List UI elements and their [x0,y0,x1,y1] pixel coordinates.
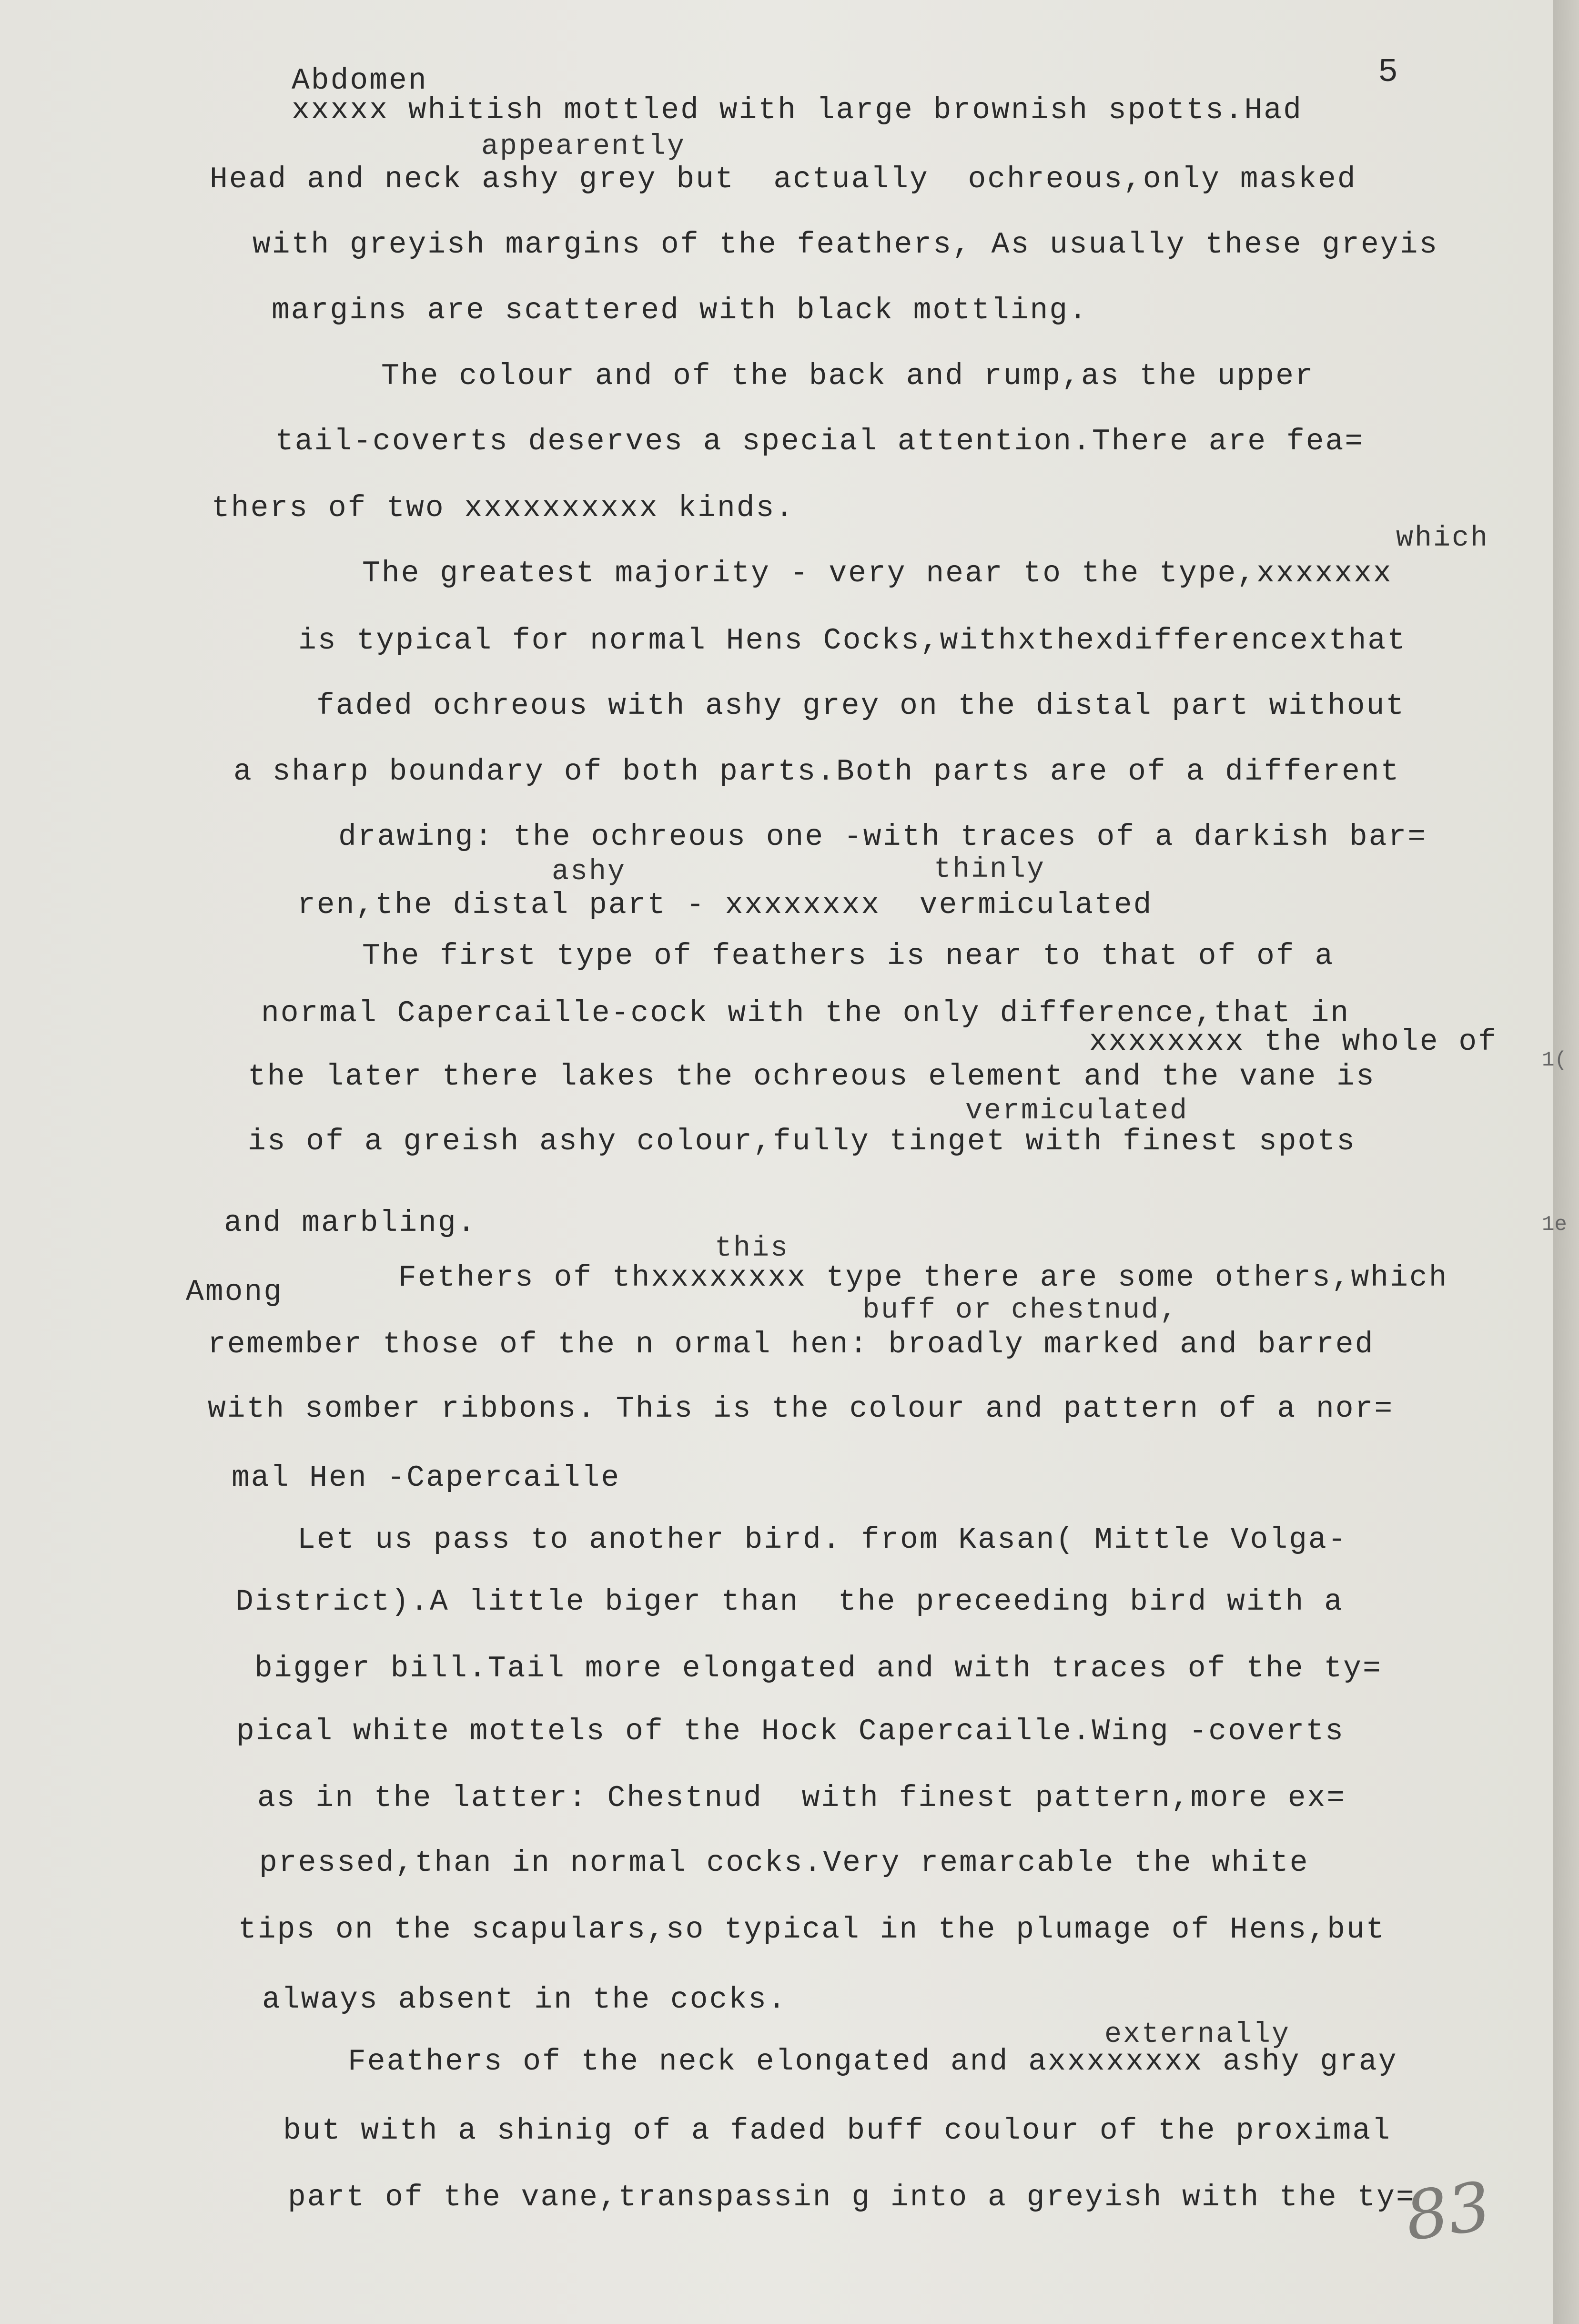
text-line: Head and neck ashy grey but actually ochreous,only masked [210,162,1357,196]
text-line: Feathers of the neck elongated and axxxxxxxx ashy gray [348,2045,1398,2079]
text-line: tips on the scapulars,so typical in the plumage of Hens,but [238,1913,1386,1947]
text-line: as in the latter: Chestnud with finest pattern,more ex= [257,1781,1346,1815]
text-line: is typical for normal Hens Cocks,withxthexdifferencexthat [298,624,1407,658]
text-line: Fethers of thxxxxxxxx type there are some others,which [398,1261,1448,1295]
text-line: pical white mottels of the Hock Capercaille.Wing -coverts [236,1715,1345,1748]
insertion-ashy: ashy [552,856,627,888]
text-line: The greatest majority - very near to the type,xxxxxxx [362,557,1393,590]
text-line: faded ochreous with ashy grey on the distal part without [316,689,1406,723]
insertion-which: which [1396,522,1489,555]
folio-number: 83 [1400,2167,1496,2256]
insertion-vermiculated: vermiculated [965,1095,1189,1127]
text-line: ren,the distal part - xxxxxxxx vermiculated [297,888,1153,922]
text-line: xxxxxxxx the whole of [1089,1025,1498,1059]
page-edge [1553,0,1579,2324]
text-line: The colour and of the back and rump,as the upper [381,359,1315,393]
text-line: mal Hen -Capercaille [232,1461,621,1495]
text-line: drawing: the ochreous one -with traces of a darkish bar= [338,820,1427,854]
text-line: Let us pass to another bird. from Kasan( Mittle Volga- [297,1523,1347,1557]
text-line: District).A little biger than the preceeding bird with a [235,1585,1344,1619]
text-line: normal Capercaille-cock with the only difference,that in [261,996,1350,1030]
text-line: tail-coverts deserves a special attention.There are fea= [275,425,1365,458]
text-line: a sharp boundary of both parts.Both parts are of a different [233,755,1400,789]
text-line: always absent in the cocks. [262,1983,787,2017]
text-line: Among [186,1275,283,1309]
insertion-this: this [715,1232,790,1265]
text-line: The first type of feathers is near to that of of a [362,939,1335,973]
text-line: and marbling. [224,1206,477,1240]
insertion-externally: externally [1104,2019,1291,2051]
text-line: remember those of the n ormal hen: broadly marked and barred [208,1328,1375,1361]
insertion-apparently: appearently [481,131,686,163]
text-line: with somber ribbons. This is the colour and pattern of a nor= [208,1392,1394,1426]
text-line: is of a greish ashy colour,fully tinget with finest spots [248,1125,1356,1158]
text-line: pressed,than in normal cocks.Very remarcable the white [259,1846,1309,1880]
text-line: with greyish margins of the feathers, As usually these greyis [253,228,1439,262]
section-heading: Abdomen [292,64,428,98]
margin-mark: 1e [1542,1213,1567,1237]
text-line: the later there lakes the ochreous element and the vane is [248,1060,1376,1094]
text-line: but with a shinig of a faded buff coulour of the proximal [283,2114,1391,2148]
text-line: thers of two xxxxxxxxxx kinds. [212,491,795,525]
margin-mark: 1( [1542,1048,1567,1072]
text-line: bigger bill.Tail more elongated and with traces of the ty= [254,1652,1382,1685]
page-number: 5 [1378,54,1400,91]
text-line: margins are scattered with black mottling. [272,294,1088,327]
text-line: part of the vane,transpassin g into a greyish with the ty= [288,2181,1416,2214]
text-line: xxxxx whitish mottled with large brownish spotts.Had [292,93,1303,127]
insertion-buff-or-chestnud: buff or chestnud, [862,1294,1179,1327]
insertion-thinly: thinly [934,853,1046,886]
